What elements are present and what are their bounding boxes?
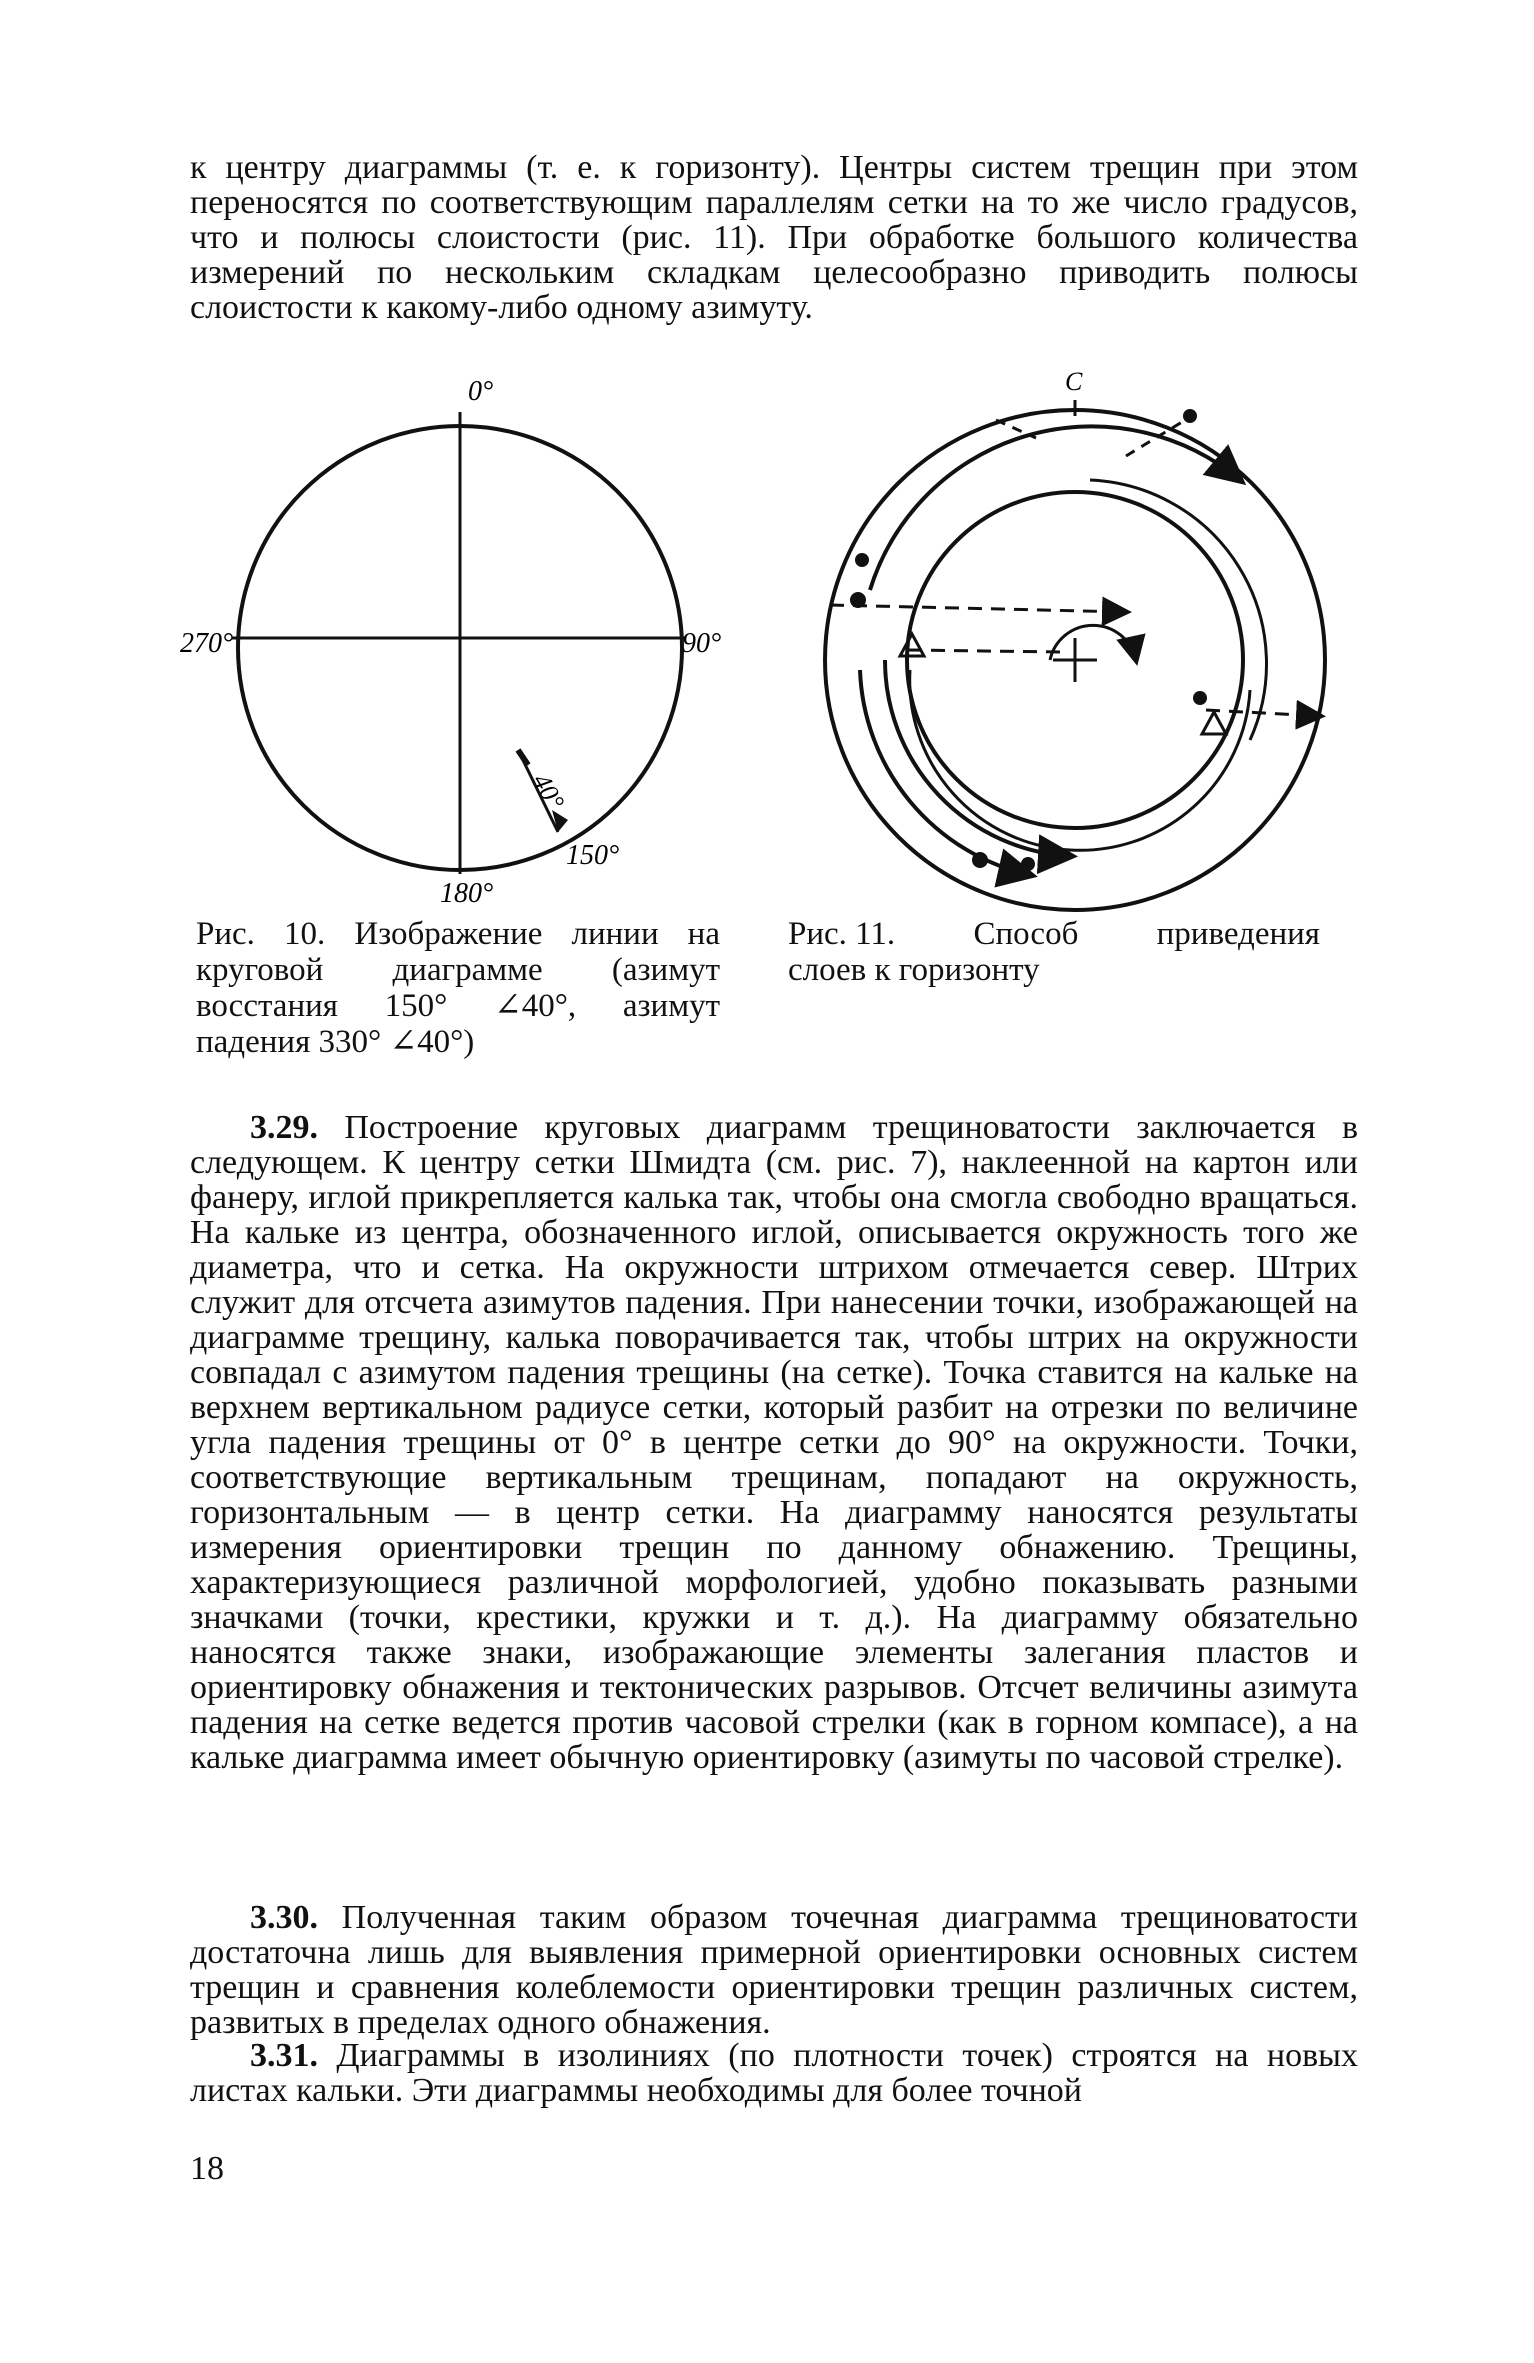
paragraph-3-29-number: 3.29. [250,1109,318,1146]
fig11-dot-icon [850,592,866,608]
paragraph-3-30 [190,1900,1358,2040]
fig11-dot-icon [972,852,988,868]
fig11-label-top: С [1065,367,1083,396]
fig11-dashed-4 [996,420,1036,438]
figure-11-caption-num: Рис. 11. [788,916,896,952]
fig10-label-right: 90° [682,628,722,659]
fig11-dashed-5 [1126,422,1182,456]
fig10-arrowhead-icon [552,810,568,832]
figure-11-diagram [790,360,1350,920]
paragraph-3-29 [190,1110,1358,1775]
fig10-label-angle: 40° [526,768,571,815]
fig10-label-150: 150° [566,840,620,871]
fig10-label-bottom: 180° [440,878,494,909]
intro-paragraph: к центру диаграммы (т. е. к горизонту). Центры систем трещин при этом переносятся по соответствующим параллелям сетки на то же число градусов, что и полюсы слоистости (рис. 11). При обработке большого количества измерений по нескольким складкам целесообразно приводить полюсы слоистости к какому-либо одному азимуту. [190,149,1358,326]
fig11-dashed-3 [1206,710,1320,716]
fig10-label-top: 0° [468,376,494,407]
figure-11-caption-word1: Способ [973,916,1079,952]
fig11-triangle-icon [1202,712,1226,734]
fig11-dot-icon [1183,409,1197,423]
fig11-dot-icon [1193,691,1207,705]
page-number: 18 [190,2150,224,2187]
paragraph-3-31 [190,2038,1358,2108]
fig10-angle-mark [518,750,528,765]
paragraph-3-29-text: Построение круговых диаграмм трещиноватости заключается в следующем. К центру сетки Шмидта (см. рис. 7), наклеенной на картон или фанеру, иглой прикрепляется калька так, чтобы она смогла свободно вращаться. На кальке из центра, обозначенного иглой, описывается окружность того же диаметра, что и сетка. На окружности штрихом отмечается север. Штрих служит для отсчета азимутов падения. При нанесении точки, изображающей на диаграмме трещину, калька поворачивается так, чтобы штрих на окружности совпадал с азимутом падения трещины (на сетке). Точка ставится на кальке на верхнем вертикальном радиусе сетки, который разбит на отрезки по величине угла падения трещины от 0° в центре сетки до 90° на окружности. Точки, соответствующие вертикальным трещинам, попадают на окружность, горизонтальным — в центр сетки. На диаграмму наносятся результаты измерения ориентировки трещин по данному обнажению. Трещины, характеризующиеся различной морфологией, удобно показывать разными значками (точки, крестики, кружки и т. д.). На диаграмму обязательно наносятся также знаки, изображающие элементы залегания пластов и ориентировку обнажения и тектонических разрывов. Отсчет величины азимута падения на сетке ведется против часовой стрелки (как в горном компасе), а на кальке диаграмма имеет обычную ориентировку (азимуты по часовой стрелке). [190,1109,1358,1776]
paragraph-3-30-text: Полученная таким образом точечная диаграмма трещиноватости достаточна лишь для выявления примерной ориентировки основных систем трещин и сравнения колеблемости ориентировки трещин различных систем, развитых в пределах одного обнажения. [190,1899,1358,2041]
fig11-arc-1 [870,426,1240,590]
fig11-arc-4 [1090,480,1266,740]
figure-11-caption-line2: слоев к горизонту [788,952,1040,988]
figure-10-caption: Рис. 10. Изображение линии на круговой диаграмме (азимут восстания 150° ∠40°, азимут падения 330° ∠40°) [196,916,720,1060]
paragraph-3-31-number: 3.31. [250,2037,318,2074]
figure-11-caption [788,916,1320,988]
figure-11-caption-word2: приведения [1156,916,1320,952]
fig10-label-left: 270° [180,628,234,659]
fig11-dot-icon [1021,857,1035,871]
fig11-triangle-icon [900,634,924,656]
figure-10-diagram [170,370,730,910]
fig11-inner-arc [1050,625,1136,660]
paragraph-3-31-text: Диаграммы в изолиниях (по плотности точек) строятся на новых листах кальки. Эти диаграммы необходимы для более точной [190,2037,1358,2109]
paragraph-3-30-number: 3.30. [250,1899,318,1936]
fig11-dashed-2 [908,650,1062,652]
fig11-arc-2 [860,670,1030,875]
fig11-dashed-1 [830,605,1126,612]
fig11-dot-icon [855,553,869,567]
